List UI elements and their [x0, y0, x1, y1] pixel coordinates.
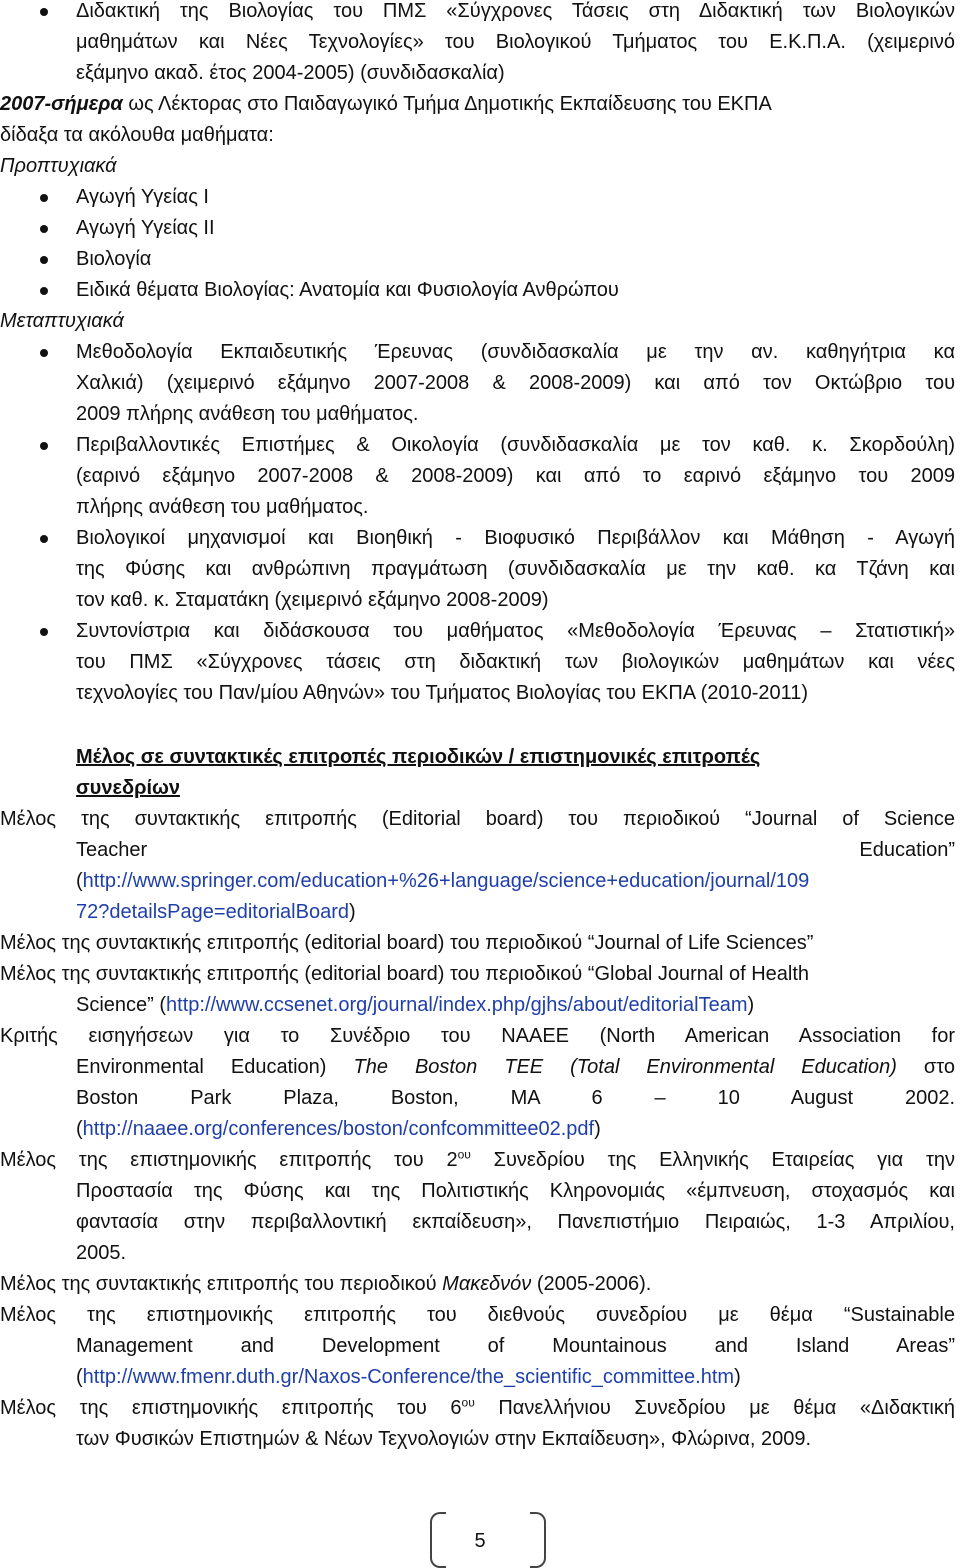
text-line: πλήρης ανάθεση του μαθήματος.	[76, 496, 369, 518]
naaee-link[interactable]: http://naaee.org/conferences/boston/confcommittee02.pdf	[82, 1118, 595, 1140]
entry-editorial-gjhs: Μέλος της συντακτικής επιτροπής (editorial board) του περιοδικού “Global Journal of Health Science” (http://www.ccsenet.org/journal/index.php/gjhs/about/editorialTeam)	[0, 959, 955, 1021]
text-line: Science” (	[76, 994, 167, 1016]
section-heading-line: Μέλος σε συντακτικές επιτροπές περιοδικών / επιστημονικές επιτροπές	[76, 746, 761, 768]
right-brace-icon	[530, 1512, 546, 1568]
text-line: του ΠΜΣ «Σύγχρονες τάσεις στη διδακτική των βιολογικών μαθημάτων και νέες	[76, 651, 955, 673]
intro-paragraph	[0, 89, 955, 151]
text-line: Χαλκιά) (χειμερινό εξάμηνο 2007-2008 & 2008-2009) και από τον Οκτώβριο του	[76, 372, 955, 394]
text-line: Μέλος της συντακτικής επιτροπής (editorial board) του περιοδικού “Global Journal of Health	[0, 963, 810, 985]
text-line: στο	[896, 1056, 955, 1078]
list-item: Αγωγή Υγείας Ι	[0, 182, 955, 213]
entry-scientific-hsnc	[0, 1145, 955, 1269]
text-line: φαντασία στην περιβαλλοντική εκπαίδευση», Πανεπιστήμιο Πειραιώς, 1-3 Απριλίου,	[76, 1211, 955, 1233]
text-line: Περιβαλλοντικές Επιστήμες & Οικολογία (συνδιδασκαλία με τον καθ. κ. Σκορδούλη)	[76, 434, 955, 456]
text-line: τεχνολογίες του Παν/μίου Αθηνών» του Τμήματος Βιολογίας του ΕΚΠΑ (2010-2011)	[76, 682, 809, 704]
postgrad-heading: Μεταπτυχιακά	[0, 310, 124, 332]
text-line: Μέλος της επιστημονικής επιτροπής του 6	[0, 1397, 462, 1419]
text-line: Συνεδρίου της Ελληνικής Εταιρείας για την	[470, 1149, 955, 1171]
text-line: Μέλος της συντακτικής επιτροπής (Editorial board) του περιοδικού “Journal of Science	[0, 808, 955, 830]
text-line: Management and Development of Mountainous and Island Areas”	[76, 1335, 955, 1357]
fmenr-link[interactable]: http://www.fmenr.duth.gr/Naxos-Conference/the_scientific_committee.htm	[82, 1366, 735, 1388]
entry-reviewer-naaee: Κριτής εισηγήσεων για το Συνέδριο του NAAEE (North American Association for Environmental Education) The Boston TEE (Total Environmental Education) στο Boston Park Plaza, Boston, MA 6 – 10 August 2002. (http://naaee.org/conferences/boston/confcommittee02.pdf)	[0, 1021, 955, 1145]
text-line: Teacher Education”	[76, 839, 955, 861]
text-line: Βιολογικοί μηχανισμοί και Βιοηθική - Βιοφυσικό Περιβάλλον και Μάθηση - Αγωγή	[76, 527, 955, 549]
list-item: Βιολογία	[0, 244, 955, 275]
text-line: (εαρινό εξάμηνο 2007-2008 & 2008-2009) και από το εαρινό εξάμηνο του 2009	[76, 465, 955, 487]
conference-title: The Boston TEE (Total Environmental Education)	[353, 1056, 897, 1078]
intro-text: ως Λέκτορας στο Παιδαγωγικό Τμήμα Δημοτικής Εκπαίδευσης του ΕΚΠΑ	[122, 93, 772, 115]
text-line: Διδακτική της Βιολογίας του ΠΜΣ «Σύγχρονες Τάσεις στη Διδακτική των Βιολογικών	[76, 0, 955, 22]
entry-editorial-jls: Μέλος της συντακτικής επιτροπής (editorial board) του περιοδικού “Journal of Life Sciences”	[0, 932, 814, 954]
entry-scientific-florina	[0, 1393, 955, 1455]
text-line: της Φύσης και ανθρώπινη πραγμάτωση (συνδιδασκαλία με την καθ. κα Τζάνη και	[76, 558, 955, 580]
ccsenet-link[interactable]: http://www.ccsenet.org/journal/index.php/gjhs/about/editorialTeam	[166, 994, 748, 1016]
page-number: 5	[474, 1530, 486, 1552]
list-item: Αγωγή Υγείας ΙΙ	[0, 213, 955, 244]
text-line: 2005.	[76, 1242, 127, 1264]
text-line: Environmental Education)	[76, 1056, 354, 1078]
page-footer	[0, 1512, 955, 1567]
left-brace-icon	[430, 1512, 446, 1568]
bullet-biology-didactics	[0, 0, 955, 89]
entry-editorial-jst: Μέλος της συντακτικής επιτροπής (Editorial board) του περιοδικού “Journal of Science Teacher Education” (http://www.springer.com/education+%26+language/science+education/journal/109 72?detailsPage=editorialBoard)	[0, 804, 955, 928]
text-line: 2009 πλήρης ανάθεση του μαθήματος.	[76, 403, 419, 425]
text-line: (2005-2006).	[531, 1273, 652, 1295]
springer-link-cont[interactable]: 72?detailsPage=editorialBoard	[76, 901, 349, 923]
journal-title: Μακεδνόν	[442, 1273, 532, 1295]
text-line: Πανελλήνιου Συνεδρίου με θέμα «Διδακτική	[474, 1397, 955, 1419]
list-item: Ειδικά θέματα Βιολογίας: Ανατομία και Φυσιολογία Ανθρώπου	[0, 275, 955, 306]
intro-year: 2007-σήμερα	[0, 93, 123, 115]
text-line: των Φυσικών Επιστημών & Νέων Τεχνολογιών στην Εκπαίδευση», Φλώρινα, 2009.	[76, 1428, 812, 1450]
undergrad-heading: Προπτυχιακά	[0, 155, 117, 177]
list-item	[0, 523, 955, 616]
entry-editorial-makednon	[0, 1269, 955, 1300]
text-line: εξάμηνο ακαδ. έτος 2004-2005) (συνδιδασκαλία)	[76, 62, 505, 84]
list-item	[0, 430, 955, 523]
text-line: τον καθ. κ. Σταματάκη (χειμερινό εξάμηνο 2008-2009)	[76, 589, 549, 611]
text-line: Boston Park Plaza, Boston, MA 6 – 10 August 2002.	[76, 1087, 955, 1109]
text-line: Μεθοδολογία Εκπαιδευτικής Έρευνας (συνδιδασκαλία με την αν. καθηγήτρια κα	[76, 341, 955, 363]
text-line: Προστασία της Φύσης και της Πολιτιστικής Κληρονομιάς «έμπνευση, στοχασμός και	[76, 1180, 955, 1202]
section-heading-line: συνεδρίων	[76, 777, 181, 799]
springer-link[interactable]: http://www.springer.com/education+%26+language/science+education/journal/109	[82, 870, 810, 892]
list-item	[0, 616, 955, 709]
text-line: Μέλος της επιστημονικής επιτροπής του διεθνούς συνεδρίου με θέμα “Sustainable	[0, 1304, 955, 1326]
superscript: ου	[461, 1395, 475, 1410]
list-item	[0, 337, 955, 430]
text-line: Μέλος της επιστημονικής επιτροπής του 2	[0, 1149, 458, 1171]
text-line: Συντονίστρια και διδάσκουσα του μαθήματος «Μεθοδολογία Έρευνας – Στατιστική»	[76, 620, 955, 642]
text-line: Κριτής εισηγήσεων για το Συνέδριο του NAAEE (North American Association for	[0, 1025, 955, 1047]
superscript: ου	[457, 1147, 471, 1162]
text-line: μαθημάτων και Νέες Τεχνολογίες» του Βιολογικού Τμήματος του Ε.Κ.Π.Α. (χειμερινό	[76, 31, 955, 53]
section-heading	[0, 742, 955, 804]
text-line: Μέλος της συντακτικής επιτροπής του περιοδικού	[0, 1273, 443, 1295]
entry-scientific-naxos: Μέλος της επιστημονικής επιτροπής του διεθνούς συνεδρίου με θέμα “Sustainable Management and Development of Mountainous and Island Areas” (http://www.fmenr.duth.gr/Naxos-Conference/the_scientific_committee.htm)	[0, 1300, 955, 1393]
intro-text: δίδαξα τα ακόλουθα μαθήματα:	[0, 124, 274, 146]
